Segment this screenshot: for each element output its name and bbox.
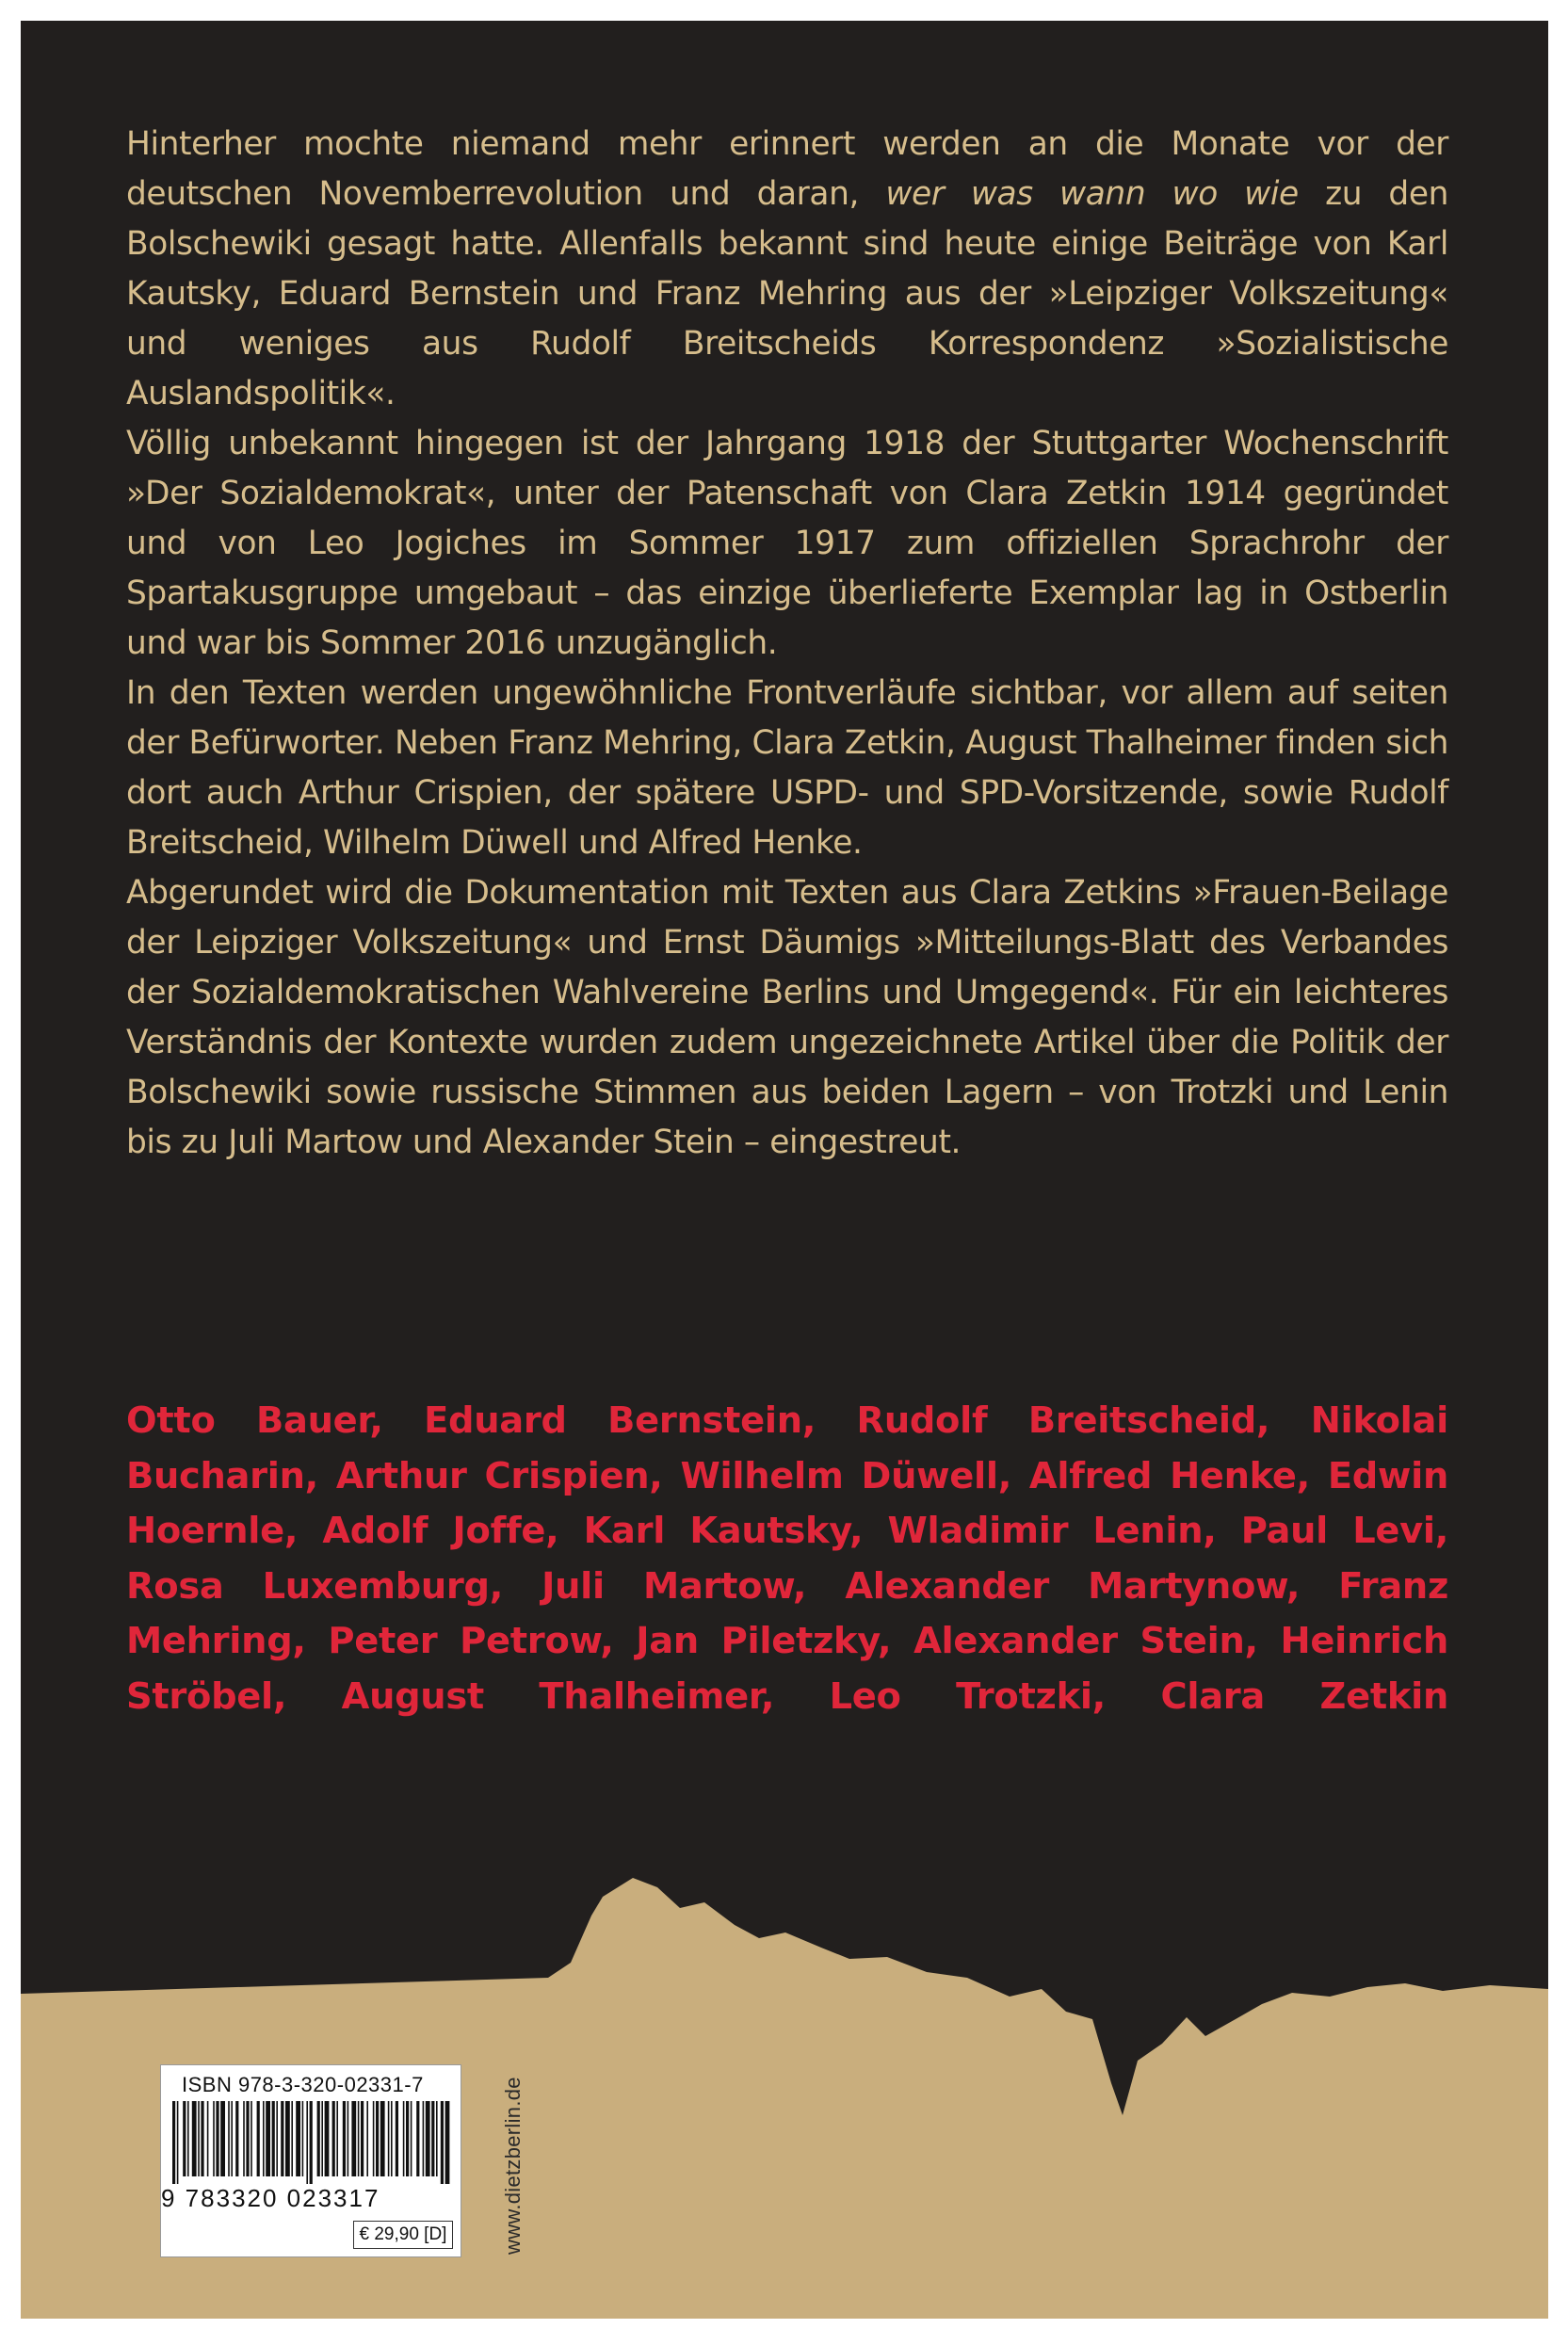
blurb-paragraph-4: Abgerundet wird die Dokumentation mit Texten aus Clara Zetkins »Frauen-Beilage der Leipziger Volkszeitung« und Ernst Däumigs »Mitteilungs-Blatt des Verbandes der Sozialdemokratischen Wahlvereine Berlins und Umgegend«. Für ein leichteres Verständnis der Kontexte wurden zudem ungezeichnete Artikel über die Politik der Bolschewiki sowie russische Stimmen aus beiden Lagern – von Trotzki und Lenin bis zu Juli Martow und Alexander Stein – eingestreut. [126, 874, 1448, 1161]
barcode-bar [416, 2101, 419, 2176]
barcode-bar [436, 2101, 438, 2176]
barcode-bar [366, 2101, 368, 2176]
barcode-bar [207, 2101, 209, 2176]
barcode-bar [426, 2101, 430, 2176]
barcode-bar [198, 2101, 200, 2176]
barcode-bar [177, 2101, 179, 2184]
barcode-bar [317, 2101, 320, 2176]
barcode-bar [445, 2101, 450, 2184]
barcode-bar [302, 2101, 304, 2176]
barcode-bar [187, 2101, 189, 2176]
barcode-bar [231, 2101, 233, 2176]
barcode-bar [380, 2101, 385, 2176]
barcode-bar [285, 2101, 290, 2176]
barcode-bar [411, 2101, 412, 2176]
barcode-label [160, 2064, 461, 2257]
barcode-bar [228, 2101, 230, 2176]
barcode-bar [296, 2101, 300, 2176]
ean-digits: 9 783320 023317 [161, 2184, 380, 2212]
blurb-paragraph-3: In den Texten werden ungewöhnliche Frontverläufe sichtbar, vor allem auf seiten der Befürworter. Neben Franz Mehring, Clara Zetkin, August Thalheimer finden sich dort auch Arthur Crispien, der spätere USPD- und SPD-Vorsitzende, sowie Rudolf Breitscheid, Wilhelm Düwell und Alfred Henke. [126, 674, 1448, 862]
barcode-bar [431, 2101, 434, 2176]
isbn-label: ISBN 978-3-320-02331-7 [182, 2073, 424, 2096]
barcode-bar [216, 2101, 218, 2176]
barcode-bar [332, 2101, 335, 2176]
blurb-paragraph-2: Völlig unbekannt hingegen ist der Jahrgang 1918 der Stuttgarter Wochenschrift »Der Sozialdemokrat«, unter der Patenschaft von Clara Zetkin 1914 gegründet und von Leo Jogiches im Sommer 1917 zum offiziellen Sprachrohr der Spartakusgruppe umgebaut – das einzige überlieferte Exemplar lag in Ostberlin und war bis Sommer 2016 unzugänglich. [126, 425, 1448, 662]
barcode-bar [361, 2101, 364, 2176]
barcode-bar [388, 2101, 390, 2176]
barcode-bar [441, 2101, 444, 2184]
barcode-bar [406, 2101, 409, 2176]
barcode-bar [251, 2101, 252, 2176]
blurb-p1-end: zu den Bolschewiki gesagt hatte. Allenfalls bekannt sind heute einige Beiträge von Karl Kautsky, Eduard Bernstein und Franz Mehring aus der »Leipziger Volkszeitung« und weniges aus Rudolf Breitscheids Korrespondenz »Sozialistische Auslandspolitik«. [126, 175, 1448, 412]
barcode-icon [170, 2101, 451, 2184]
barcode-bar [373, 2101, 375, 2176]
barcode-bar [266, 2101, 270, 2176]
barcode-bar [403, 2101, 405, 2176]
blurb-paragraph-1 [126, 120, 1448, 419]
barcode-bar [336, 2101, 338, 2176]
blurb-text [126, 120, 1448, 1168]
barcode-bar [351, 2101, 356, 2176]
barcode-bar [423, 2101, 425, 2176]
barcode-bar [263, 2101, 265, 2176]
barcode-bar [358, 2101, 360, 2176]
price-label: € 29,90 [D] [353, 2221, 453, 2249]
publisher-url: www.dietzberlin.de [501, 2077, 525, 2255]
barcode-bar [183, 2101, 186, 2176]
barcode-bar [201, 2101, 203, 2176]
barcode-bar [348, 2101, 349, 2176]
barcode-bar [396, 2101, 398, 2176]
barcode-bar [291, 2101, 293, 2176]
blurb-p1-italic: wer was wann wo wie [885, 175, 1299, 213]
barcode-bar [306, 2101, 308, 2184]
barcode-bar [213, 2101, 215, 2176]
barcode-bar [220, 2101, 225, 2176]
book-back-cover [21, 21, 1548, 2319]
barcode-bar [276, 2101, 278, 2176]
author-list: Otto Bauer, Eduard Bernstein, Rudolf Breitscheid, Nikolai Bucharin, Arthur Crispien, Wilhelm Düwell, Alfred Henke, Edwin Hoernle, Adolf Joffe, Karl Kautsky, Wladimir Lenin, Paul Levi, Rosa Luxemburg, Juli Martow, Alexander Martynow, Franz Mehring, Peter Petrow, Jan Piletzky, Alexander Stein, Heinrich Ströbel, August Thalheimer, Leo Trotzki, Clara Zetkin [126, 1399, 1448, 1718]
barcode-bar [325, 2101, 330, 2176]
barcode-bar [235, 2101, 238, 2176]
barcode-bar [246, 2101, 249, 2176]
barcode-bar [391, 2101, 393, 2176]
barcode-bar [343, 2101, 346, 2176]
barcode-bar [243, 2101, 245, 2176]
barcode-bar [257, 2101, 260, 2176]
barcode-bar [376, 2101, 379, 2176]
barcode-bar [192, 2101, 197, 2176]
barcode-bar [310, 2101, 313, 2184]
barcode-bar [272, 2101, 275, 2176]
barcode-bar [321, 2101, 323, 2176]
barcode-bar [172, 2101, 175, 2184]
barcode-bar [281, 2101, 283, 2176]
blurb-p1-start: Hinterher mochte niemand mehr erinnert werden an die Monate vor der deutschen Novemberrevolution und daran, [126, 125, 1448, 213]
